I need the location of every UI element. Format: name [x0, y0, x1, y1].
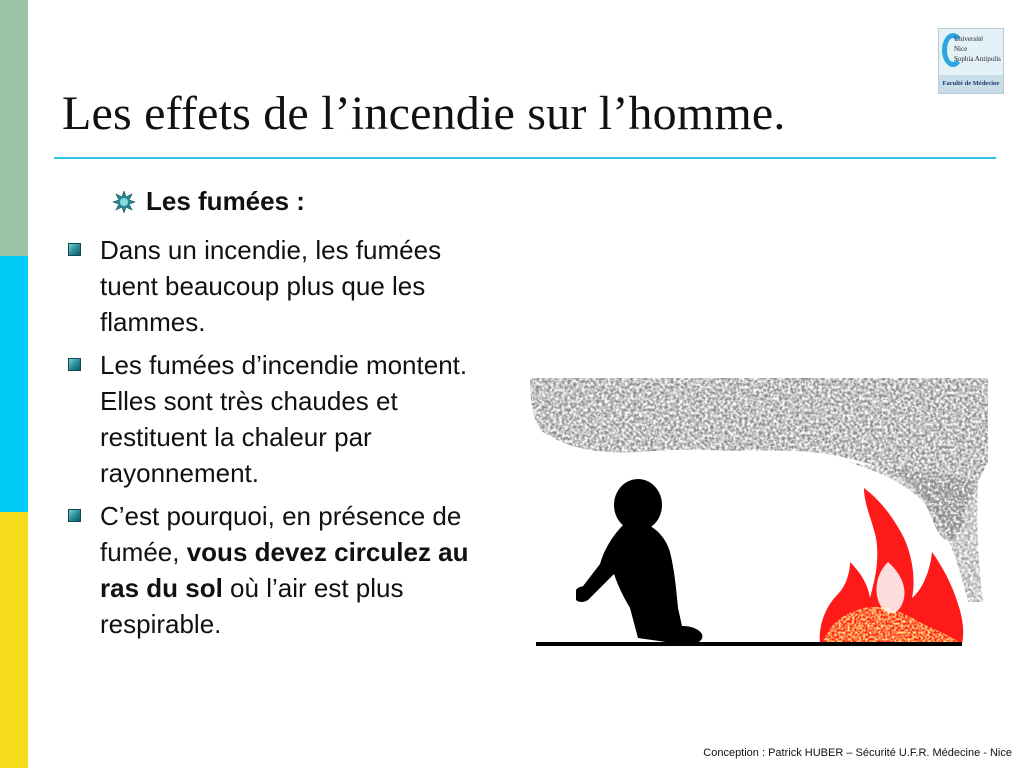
footer-credit: Conception : Patrick HUBER – Sécurité U.F.R. Médecine - Nice [703, 747, 1012, 759]
section-subtitle: Les fumées : [146, 186, 305, 216]
teal-gear-icon [113, 191, 135, 213]
logo-line-2: Nice [954, 45, 968, 53]
smoke-fire-illustration [528, 372, 992, 654]
teal-square-icon [68, 509, 81, 522]
color-band-green [0, 0, 28, 256]
color-band-cyan [0, 256, 28, 512]
bullet-item [68, 347, 498, 491]
bullet-text: Dans un incendie, les fumées tuent beaucoup plus que les flammes. [100, 235, 442, 337]
ground-line [536, 642, 962, 646]
slide-title: Les effets de l’incendie sur l’homme. [62, 87, 786, 140]
bullet-item [68, 498, 498, 642]
bullet-text-emphasis: vous devez circulez au ras du sol [100, 537, 469, 603]
teal-square-icon [68, 358, 81, 371]
color-band-yellow [0, 512, 28, 768]
logo-line-3: Sophia Antipolis [954, 55, 1001, 63]
university-logo [938, 28, 1004, 94]
bullet-item [68, 232, 498, 340]
bullet-list [68, 232, 498, 649]
bullet-text: Les fumées d’incendie montent. Elles sont très chaudes et restituent la chaleur par rayonnement. [100, 350, 468, 488]
title-underline [54, 157, 996, 159]
teal-square-icon [68, 243, 81, 256]
left-color-bar [0, 0, 28, 768]
logo-caption: Faculté de Médecine [939, 75, 1003, 93]
bullet-text-end: où l’air est plus respirable. [100, 573, 404, 639]
kneeling-person-silhouette [576, 479, 702, 644]
logo-line-1: Université [954, 35, 984, 43]
bullet-text-start: C’est pourquoi, en présence de fumée, [100, 501, 462, 567]
